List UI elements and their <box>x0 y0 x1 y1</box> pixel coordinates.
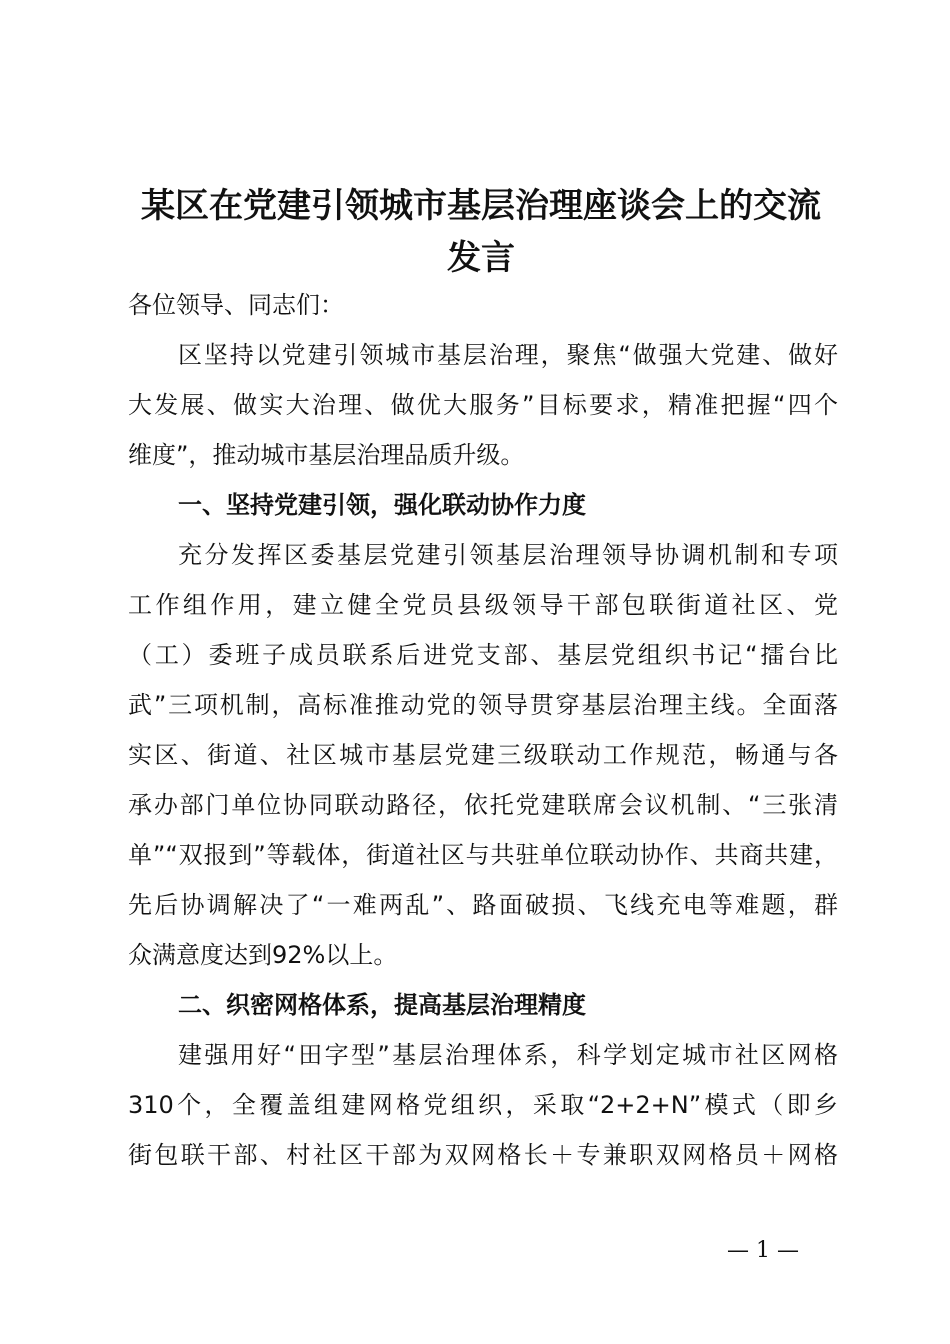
paragraph-line: 建强用好“田字型”基层治理体系，科学划定城市社区网格 <box>178 1041 838 1069</box>
title-line-2: 发言 <box>447 238 515 278</box>
section-heading-1: 一、坚持党建引领，强化联动协作力度 <box>178 491 586 519</box>
page-number: — 1 — <box>727 1238 799 1263</box>
paragraph-line: （工）委班子成员联系后进党支部、基层党组织书记“擂台比 <box>128 641 838 669</box>
paragraph-line: 先后协调解决了“一难两乱”、路面破损、飞线充电等难题，群 <box>128 891 838 919</box>
paragraph-line: 街包联干部、村社区干部为双网格长＋专兼职双网格员＋网格 <box>128 1141 838 1169</box>
paragraph-line: 大发展、做实大治理、做优大服务”目标要求，精准把握“四个 <box>128 391 838 419</box>
document-title <box>126 180 836 284</box>
paragraph-line: 工作组作用，建立健全党员县级领导干部包联街道社区、党 <box>128 591 838 619</box>
salutation: 各位领导、同志们： <box>128 291 344 319</box>
paragraph-line: 实区、街道、社区城市基层党建三级联动工作规范，畅通与各 <box>128 741 838 769</box>
paragraph-line: 310个，全覆盖组建网格党组织，采取“2+2+N”模式（即乡 <box>128 1091 838 1119</box>
paragraph-line: 充分发挥区委基层党建引领基层治理领导协调机制和专项 <box>178 541 838 569</box>
intro-paragraph <box>128 330 838 480</box>
section-2-paragraph <box>128 1030 838 1180</box>
paragraph-line: 维度”，推动城市基层治理品质升级。 <box>128 441 525 469</box>
paragraph-line: 单”“双报到”等载体，街道社区与共驻单位联动协作、共商共建， <box>128 841 838 869</box>
document-body <box>128 280 838 1180</box>
paragraph-line: 区坚持以党建引领城市基层治理，聚焦“做强大党建、做好 <box>178 341 838 369</box>
paragraph-line: 承办部门单位协同联动路径，依托党建联席会议机制、“三张清 <box>128 791 838 819</box>
section-heading-2: 二、织密网格体系，提高基层治理精度 <box>178 991 586 1019</box>
section-1-paragraph <box>128 530 838 980</box>
paragraph-line: 众满意度达到92%以上。 <box>128 941 398 969</box>
paragraph-line: 武”三项机制，高标准推动党的领导贯穿基层治理主线。全面落 <box>128 691 838 719</box>
title-line-1: 某区在党建引领城市基层治理座谈会上的交流 <box>141 186 821 226</box>
